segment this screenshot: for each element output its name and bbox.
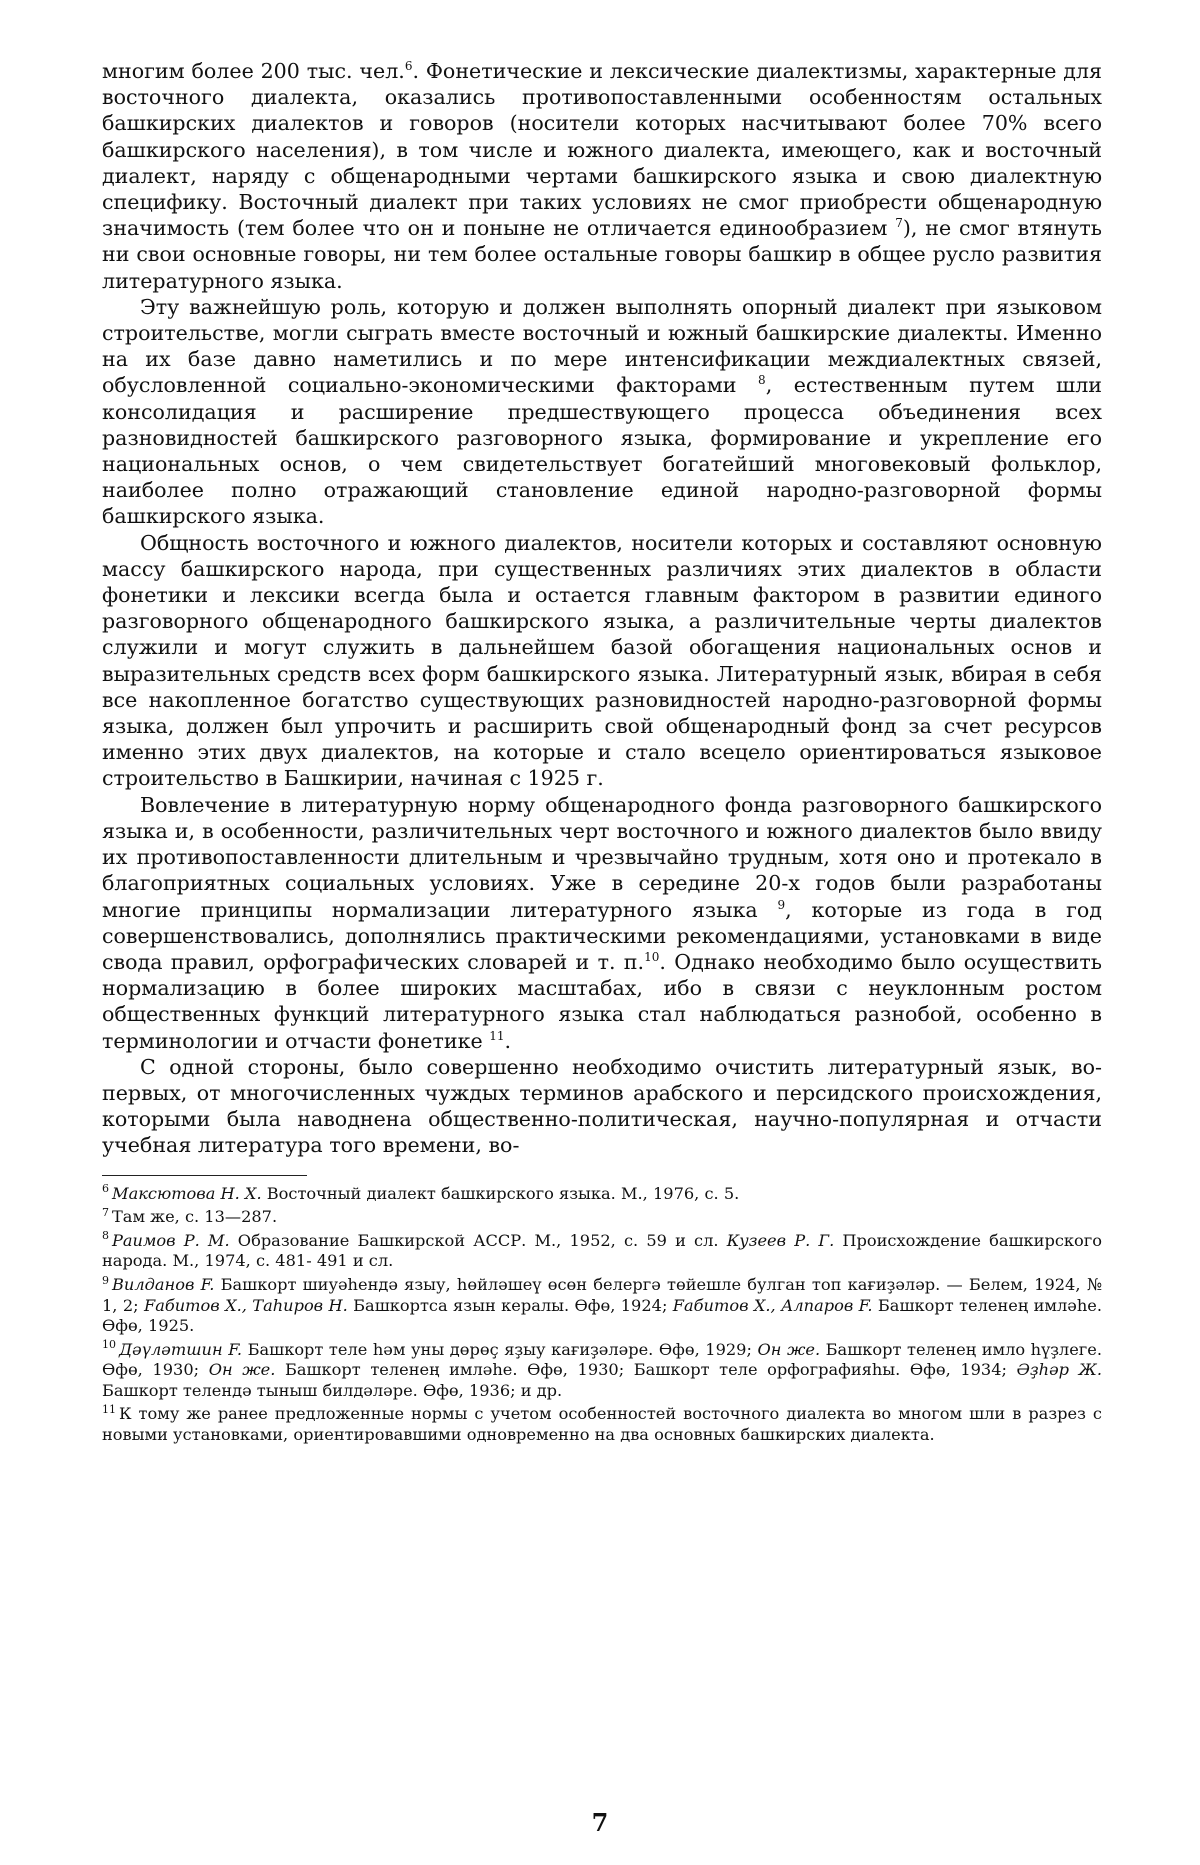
footnote-6: $^6$ Максютова Н. Х. Восточный диалект башкирского языка. М., 1976, с. 5. — [102, 1182, 740, 1203]
paragraph-4: Вовлечение в литературную норму общенародного фонда разговорного башкирского языка и, в особенности, различительных черт восточного и южного диалектов было ввиду их противопоставленности длительным и чрезвычайно трудным, хотя оно и протекало в благоприятных социальных условиях. Уже в середине 20-х годов были разработаны многие принципы нормализации литературного языка $^9$, которые из года в год совершенствовались, дополнялись практическими рекомендациями, установками в виде свода правил, орфографических словарей и т. п.$^{10}$. Однако необходимо было осуществить нормализацию в более широких масштабах, ибо в связи с неуклонным ростом общественных функций литературного языка стал наблюдаться разнобой, особенно в терминологии и отчасти фонетике $^{11}$. — [102, 792, 1102, 1053]
footnote-ref-8[interactable]: 8 — [758, 373, 766, 388]
paragraph-2: Эту важнейшую роль, которую и должен выполнять опорный диалект при языковом строительстве, могли сыграть вместе восточный и южный башкирские диалекты. Именно на их базе давно наметились и по мере интенсификации междиалектных связей, обусловленной социально-экономическими факторами $^8$, естественным путем шли консолидация и расширение предшествующего процесса объединения всех разновидностей башкирского разговорного языка, формирование и укрепление его национальных основ, о чем свидетельствует богатейший многовековый фольклор, наиболее полно отражающий становление единой народно-разговорной формы башкирского языка. — [102, 294, 1102, 529]
footnote-9: $^9$ Вилданов F. Башкорт шиуәһендә языу, һөйләшеү өсөн белергә төйешле булган топ кағиҙәләр. — Белем, 1924, № 1, 2; Fабитов Х., Таһиров Н. Башкортса язын кералы. Өфө, 1924; Fабитов Х., Алпаров F. Башкорт теленең имләһе. Өфө, 1925. — [102, 1273, 1103, 1336]
footnote-divider — [102, 1175, 307, 1176]
footnote-ref-10[interactable]: 10 — [644, 950, 660, 965]
footnote-ref-11[interactable]: 11 — [489, 1028, 505, 1043]
page-content — [102, 58, 1102, 1449]
page-number: 7 — [591, 1808, 609, 1837]
footnotes — [102, 1175, 1102, 1446]
footnote-10: $^{10}$ Дәүләтшин F. Башкорт теле һәм уны дөрөҫ яҙыу кағиҙәләре. Өфө, 1929; Он же. Башкорт теленең имло һүҙлеге. Өфө, 1930; Он же. Башкорт теленең имләһе. Өфө, 1930; Башкорт теле орфографияһы. Өфө, 1934; Әҙһәр Ж. Башкорт телендә тыныш билдәләре. Өфө, 1936; и др. — [102, 1338, 1102, 1400]
footnote-ref-6[interactable]: 6 — [404, 59, 413, 74]
footnote-11: $^{11}$ К тому же ранее предложенные нормы с учетом особенностей восточного диалекта во многом шли в разрез с новыми установками, ориентировавшими одновременно на два основных башкирских диалекта. — [102, 1403, 1102, 1445]
footnote-7: $^7$ Там же, с. 13—287. — [102, 1205, 278, 1227]
footnote-ref-7[interactable]: 7 — [895, 216, 903, 231]
paragraph-3: Общность восточного и южного диалектов, носители которых и составляют основную массу башкирского народа, при существенных различиях этих диалектов в области фонетики и лексики всегда была и остается главным фактором в развитии единого разговорного общенародного башкирского языка, а различительные черты диалектов служили и могут служить в дальнейшем базой обогащения национальных основ и выразительных средств всех форм башкирского языка. Литературный язык, вбирая в себя все накопленное богатство существующих разновидностей народно-разговорной формы языка, должен был упрочить и расширить свой общенародный фонд за счет ресурсов именно этих двух диалектов, на которые и стало всецело ориентироваться языковое строительство в Башкирии, начиная с 1925 г. — [102, 530, 1102, 791]
paragraph-5: С одной стороны, было совершенно необходимо очистить литературный язык, во-первых, от многочисленных чуждых терминов арабского и персидского происхождения, которыми была наводнена общественно-политическая, научно-популярная и отчасти учебная литература того времени, во- — [102, 1054, 1102, 1158]
paragraph-1: многим более 200 тыс. чел.$^6$. Фонетические и лексические диалектизмы, характерные для восточного диалекта, оказались противопоставленными особенностям остальных башкирских диалектов и говоров (носители которых насчитывают более 70% всего башкирского населения), в том числе и южного диалекта, имеющего, как и восточный диалект, наряду с общенародными чертами башкирского языка и свою диалектную специфику. Восточный диалект при таких условиях не смог приобрести общенародную значимость (тем более что он и поныне не отличается единообразием $^7$), не смог втянуть ни свои основные говоры, ни тем более остальные говоры башкир в общее русло развития литературного языка. — [102, 59, 1103, 293]
footnote-ref-9[interactable]: 9 — [777, 897, 786, 912]
footnote-8: $^8$ Раимов Р. М. Образование Башкирской АССР. М., 1952, с. 59 и сл. Кузеев Р. Г. Происхождение башкирского народа. М., 1974, с. 481- 491 и сл. — [102, 1229, 1102, 1271]
